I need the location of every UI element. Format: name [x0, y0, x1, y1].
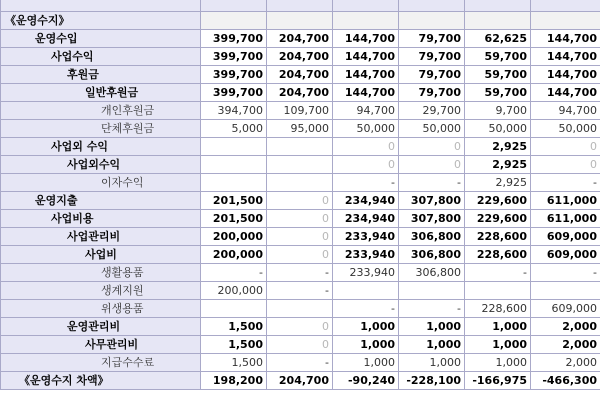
value-cell[interactable]: 204,700: [267, 30, 333, 48]
value-cell[interactable]: 399,700: [201, 66, 267, 84]
value-cell[interactable]: 29,700: [399, 102, 465, 120]
table-row: [1, 300, 600, 318]
row-label[interactable]: 사업외 수익: [1, 138, 201, 156]
value-cell[interactable]: -: [399, 300, 465, 318]
row-label[interactable]: 사업수익: [1, 48, 201, 66]
header-cell: [267, 0, 333, 12]
value-cell[interactable]: 2,925: [465, 174, 531, 192]
value-cell[interactable]: 94,700: [531, 102, 600, 120]
value-cell[interactable]: -: [333, 174, 399, 192]
value-cell[interactable]: 204,700: [267, 84, 333, 102]
row-label[interactable]: 《운영수지》: [1, 12, 201, 30]
value-cell[interactable]: [201, 138, 267, 156]
header-cell: [465, 0, 531, 12]
value-cell[interactable]: -: [267, 354, 333, 372]
value-cell[interactable]: 1,000: [399, 354, 465, 372]
value-cell[interactable]: -: [399, 174, 465, 192]
value-cell[interactable]: [465, 12, 531, 30]
value-cell[interactable]: 200,000: [201, 228, 267, 246]
value-cell[interactable]: 1,000: [333, 318, 399, 336]
value-cell[interactable]: 0: [399, 156, 465, 174]
value-cell[interactable]: 79,700: [399, 66, 465, 84]
row-label[interactable]: 생계지원: [1, 282, 201, 300]
value-cell[interactable]: 59,700: [465, 48, 531, 66]
row-label[interactable]: 일반후원금: [1, 84, 201, 102]
value-cell[interactable]: 94,700: [333, 102, 399, 120]
value-cell[interactable]: 50,000: [531, 120, 600, 138]
value-cell[interactable]: 0: [267, 228, 333, 246]
value-cell[interactable]: [267, 138, 333, 156]
table-row: [1, 174, 600, 192]
table-row: [1, 264, 600, 282]
value-cell[interactable]: 399,700: [201, 84, 267, 102]
value-cell[interactable]: 0: [531, 138, 600, 156]
value-cell[interactable]: 5,000: [201, 120, 267, 138]
table-row: [1, 210, 600, 228]
value-cell[interactable]: 2,000: [531, 336, 600, 354]
table-row: [1, 282, 600, 300]
table-row: [1, 192, 600, 210]
value-cell[interactable]: -90,240: [333, 372, 399, 390]
value-cell[interactable]: 144,700: [531, 30, 600, 48]
row-label[interactable]: 이자수익: [1, 174, 201, 192]
value-cell[interactable]: [531, 12, 600, 30]
value-cell[interactable]: 394,700: [201, 102, 267, 120]
value-cell[interactable]: 233,940: [333, 246, 399, 264]
value-cell[interactable]: 201,500: [201, 210, 267, 228]
row-label[interactable]: 사업비용: [1, 210, 201, 228]
value-cell[interactable]: [333, 282, 399, 300]
value-cell[interactable]: 609,000: [531, 246, 600, 264]
value-cell[interactable]: 144,700: [333, 48, 399, 66]
value-cell[interactable]: 9,700: [465, 102, 531, 120]
value-cell[interactable]: 0: [267, 336, 333, 354]
value-cell[interactable]: 234,940: [333, 210, 399, 228]
value-cell[interactable]: [201, 156, 267, 174]
value-cell[interactable]: 229,600: [465, 192, 531, 210]
value-cell[interactable]: 228,600: [465, 246, 531, 264]
value-cell[interactable]: 609,000: [531, 228, 600, 246]
row-label[interactable]: 위생용품: [1, 300, 201, 318]
value-cell[interactable]: 1,000: [333, 354, 399, 372]
value-cell[interactable]: 201,500: [201, 192, 267, 210]
table-row: [1, 138, 600, 156]
value-cell[interactable]: 399,700: [201, 30, 267, 48]
value-cell[interactable]: 50,000: [333, 120, 399, 138]
table-row: [1, 102, 600, 120]
value-cell[interactable]: 229,600: [465, 210, 531, 228]
value-cell[interactable]: 200,000: [201, 246, 267, 264]
value-cell[interactable]: -: [531, 174, 600, 192]
header-row: [1, 0, 600, 12]
value-cell[interactable]: -: [201, 264, 267, 282]
value-cell[interactable]: 307,800: [399, 192, 465, 210]
value-cell[interactable]: 59,700: [465, 84, 531, 102]
value-cell[interactable]: 1,500: [201, 354, 267, 372]
value-cell[interactable]: 79,700: [399, 84, 465, 102]
value-cell[interactable]: [201, 174, 267, 192]
value-cell[interactable]: 306,800: [399, 228, 465, 246]
value-cell[interactable]: 0: [399, 138, 465, 156]
row-label[interactable]: 생활용품: [1, 264, 201, 282]
value-cell[interactable]: 79,700: [399, 48, 465, 66]
value-cell[interactable]: 204,700: [267, 372, 333, 390]
value-cell[interactable]: 307,800: [399, 210, 465, 228]
value-cell[interactable]: 50,000: [465, 120, 531, 138]
value-cell[interactable]: 228,600: [465, 300, 531, 318]
header-cell: [333, 0, 399, 12]
table-row: [1, 372, 600, 390]
value-cell[interactable]: [267, 300, 333, 318]
table-row: [1, 228, 600, 246]
table-row: [1, 156, 600, 174]
row-label[interactable]: 사업관리비: [1, 228, 201, 246]
value-cell[interactable]: 233,940: [333, 264, 399, 282]
value-cell[interactable]: -466,300: [531, 372, 600, 390]
table-row: [1, 120, 600, 138]
row-label[interactable]: 개인후원금: [1, 102, 201, 120]
table-row: [1, 336, 600, 354]
row-label[interactable]: 후원금: [1, 66, 201, 84]
value-cell[interactable]: 2,000: [531, 318, 600, 336]
value-cell[interactable]: 144,700: [333, 84, 399, 102]
row-label[interactable]: 운영지출: [1, 192, 201, 210]
value-cell[interactable]: 0: [333, 138, 399, 156]
value-cell[interactable]: [267, 156, 333, 174]
table-row: [1, 66, 600, 84]
value-cell[interactable]: -166,975: [465, 372, 531, 390]
header-cell: [201, 0, 267, 12]
value-cell[interactable]: [201, 300, 267, 318]
value-cell[interactable]: [333, 12, 399, 30]
value-cell[interactable]: 1,000: [333, 336, 399, 354]
value-cell[interactable]: 0: [333, 156, 399, 174]
header-cell: [1, 0, 201, 12]
table-row: [1, 246, 600, 264]
value-cell[interactable]: 611,000: [531, 192, 600, 210]
value-cell[interactable]: [267, 12, 333, 30]
value-cell[interactable]: [531, 282, 600, 300]
value-cell[interactable]: 95,000: [267, 120, 333, 138]
value-cell[interactable]: 0: [267, 192, 333, 210]
table-row: [1, 318, 600, 336]
value-cell[interactable]: 0: [267, 246, 333, 264]
table-row: [1, 84, 600, 102]
value-cell[interactable]: 1,000: [465, 336, 531, 354]
value-cell[interactable]: 62,625: [465, 30, 531, 48]
table-row: [1, 48, 600, 66]
value-cell[interactable]: 2,925: [465, 156, 531, 174]
value-cell[interactable]: 0: [267, 318, 333, 336]
table-row: [1, 12, 600, 30]
value-cell[interactable]: [465, 282, 531, 300]
value-cell[interactable]: 50,000: [399, 120, 465, 138]
value-cell[interactable]: -: [465, 264, 531, 282]
value-cell[interactable]: -228,100: [399, 372, 465, 390]
row-label[interactable]: 사무관리비: [1, 336, 201, 354]
table-row: [1, 354, 600, 372]
value-cell[interactable]: 144,700: [333, 66, 399, 84]
value-cell[interactable]: -: [531, 264, 600, 282]
value-cell[interactable]: 198,200: [201, 372, 267, 390]
row-label[interactable]: 《운영수지 차액》: [1, 372, 201, 390]
value-cell[interactable]: 1,500: [201, 318, 267, 336]
value-cell[interactable]: 1,000: [465, 318, 531, 336]
value-cell[interactable]: 144,700: [531, 48, 600, 66]
value-cell[interactable]: 234,940: [333, 192, 399, 210]
value-cell[interactable]: 611,000: [531, 210, 600, 228]
value-cell[interactable]: 399,700: [201, 48, 267, 66]
value-cell[interactable]: 2,925: [465, 138, 531, 156]
value-cell[interactable]: 609,000: [531, 300, 600, 318]
value-cell[interactable]: 144,700: [531, 84, 600, 102]
value-cell[interactable]: 144,700: [531, 66, 600, 84]
value-cell[interactable]: 1,500: [201, 336, 267, 354]
header-cell: [399, 0, 465, 12]
value-cell[interactable]: [267, 174, 333, 192]
value-cell[interactable]: [201, 12, 267, 30]
value-cell[interactable]: 0: [531, 156, 600, 174]
row-label[interactable]: 단체후원금: [1, 120, 201, 138]
row-label[interactable]: 운영수입: [1, 30, 201, 48]
value-cell[interactable]: -: [267, 264, 333, 282]
value-cell[interactable]: -: [267, 282, 333, 300]
value-cell[interactable]: 204,700: [267, 66, 333, 84]
row-label[interactable]: 운영관리비: [1, 318, 201, 336]
value-cell[interactable]: 1,000: [399, 336, 465, 354]
value-cell[interactable]: -: [333, 300, 399, 318]
row-label[interactable]: 사업외수익: [1, 156, 201, 174]
row-label[interactable]: 사업비: [1, 246, 201, 264]
value-cell[interactable]: 59,700: [465, 66, 531, 84]
value-cell[interactable]: 204,700: [267, 48, 333, 66]
value-cell[interactable]: 79,700: [399, 30, 465, 48]
value-cell[interactable]: 1,000: [399, 318, 465, 336]
value-cell[interactable]: 0: [267, 210, 333, 228]
value-cell[interactable]: [399, 282, 465, 300]
value-cell[interactable]: 109,700: [267, 102, 333, 120]
value-cell[interactable]: 306,800: [399, 264, 465, 282]
value-cell[interactable]: 2,000: [531, 354, 600, 372]
value-cell[interactable]: 228,600: [465, 228, 531, 246]
value-cell[interactable]: 306,800: [399, 246, 465, 264]
value-cell[interactable]: 1,000: [465, 354, 531, 372]
value-cell[interactable]: [399, 12, 465, 30]
table-row: [1, 30, 600, 48]
header-cell: [531, 0, 600, 12]
value-cell[interactable]: 200,000: [201, 282, 267, 300]
value-cell[interactable]: 144,700: [333, 30, 399, 48]
value-cell[interactable]: 233,940: [333, 228, 399, 246]
row-label[interactable]: 지급수수료: [1, 354, 201, 372]
